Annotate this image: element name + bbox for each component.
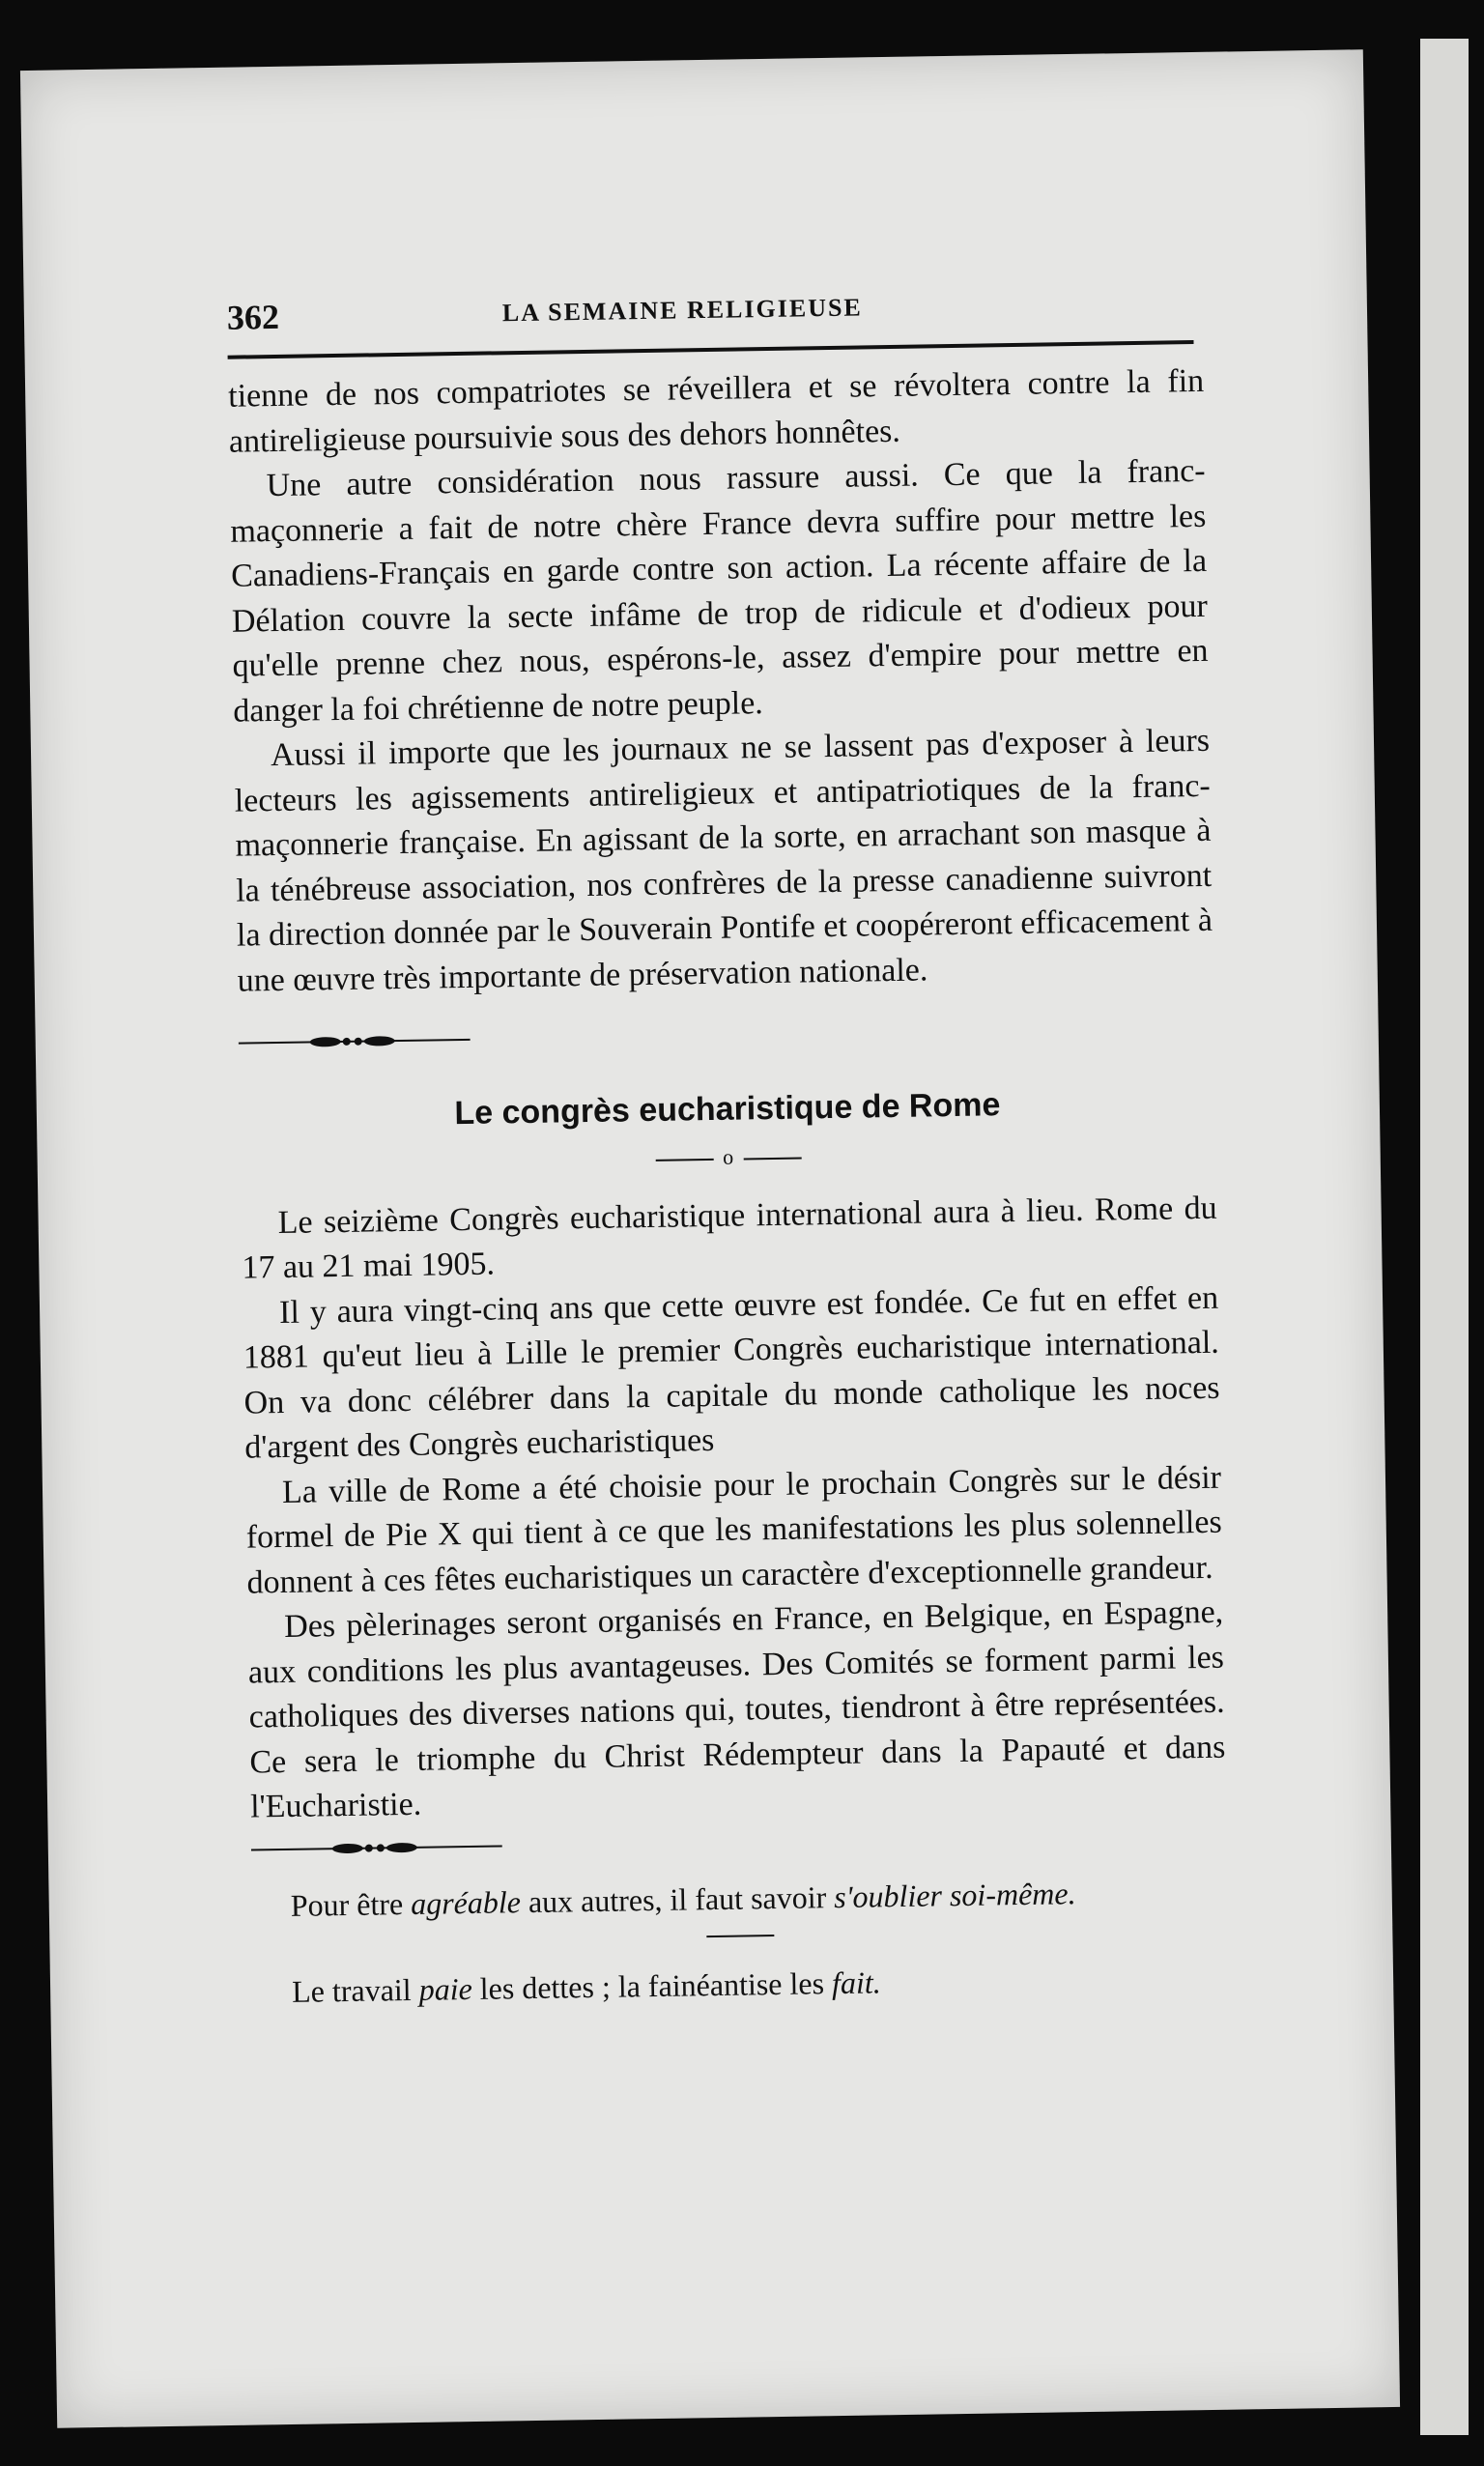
divider [706, 1935, 774, 1937]
paragraph: tienne de nos compatriotes se réveillera et se révoltera contre la fin antireligieuse poursuivie sous des dehors honnêtes. [227, 362, 1205, 460]
ornament-divider [238, 1023, 471, 1060]
paragraph: Il y aura vingt-cinq ans que cette œuvre est fondée. Ce fut en effet en 1881 qu'eut lieu à Lille le premier Congrès eucharistique international. On va donc célébrer dans la capitale du monde catholique les noces d'argent des Congrès eucharistiques [243, 1279, 1220, 1466]
paragraph: Le seizième Congrès eucharistique international aura à lieu. Rome du 17 au 21 mai 1905. [242, 1190, 1217, 1286]
section-title: Le congrès eucharistique de Rome [454, 1085, 1001, 1132]
page-body [228, 359, 1230, 2015]
maxim: Pour être agréable aux autres, il faut savoir s'oublier soi-même. [290, 1876, 1076, 1923]
page-number: 362 [226, 297, 280, 337]
ornament-divider [251, 1832, 502, 1863]
paragraph: Une autre considération nous rassure aussi. Ce que la franc-maçonnerie a fait de notre chère France devra suffire pour mettre les Canadiens-Français en garde contre son action. La récente affaire de la Délation couvre la secte infâme de trop de ridicule et d'odieux pour qu'elle prenne chez nous, espérons-le, assez d'empire pour mettre en danger la foi chrétienne de notre peuple. [230, 452, 1209, 730]
paragraph: Des pèlerinages seront organisés en France, en Belgique, en Espagne, aux conditions les plus avantageuses. Des Comités se forment parmi les catholiques des diverses nations qui, toutes, tiendront à être représentées. Ce sera le triomphe du Christ Rédempteur dans la Papauté et dans l'Eucharistie. [247, 1593, 1226, 1825]
running-title: LA SEMAINE RELIGIEUSE [501, 293, 863, 328]
scanned-page [20, 49, 1400, 2428]
page-header [227, 282, 1194, 359]
maxim: Le travail paie les dettes ; la fainéantise les fait. [291, 1964, 881, 2009]
paragraph: Aussi il importe que les journaux ne se lassent pas d'exposer à leurs lecteurs les agissements antireligieux et antipatriotiques de la franc-maçonnerie française. En agissant de la sorte, en arrachant son masque à la ténébreuse association, nos confrères de la presse canadienne suivront la direction donnée par le Souverain Pontife et coopéreront efficacement à une œuvre très importante de préservation nationale. [234, 722, 1213, 999]
title-ornament: o [240, 1128, 1216, 1188]
adjacent-page-edge [1420, 39, 1469, 2435]
paragraph: La ville de Rome a été choisie pour le prochain Congrès sur le désir formel de Pie X qui tient à ce que les manifestations les plus solennelles donnent à ces fêtes eucharistiques un caractère d'exceptionnelle grandeur. [245, 1459, 1222, 1601]
